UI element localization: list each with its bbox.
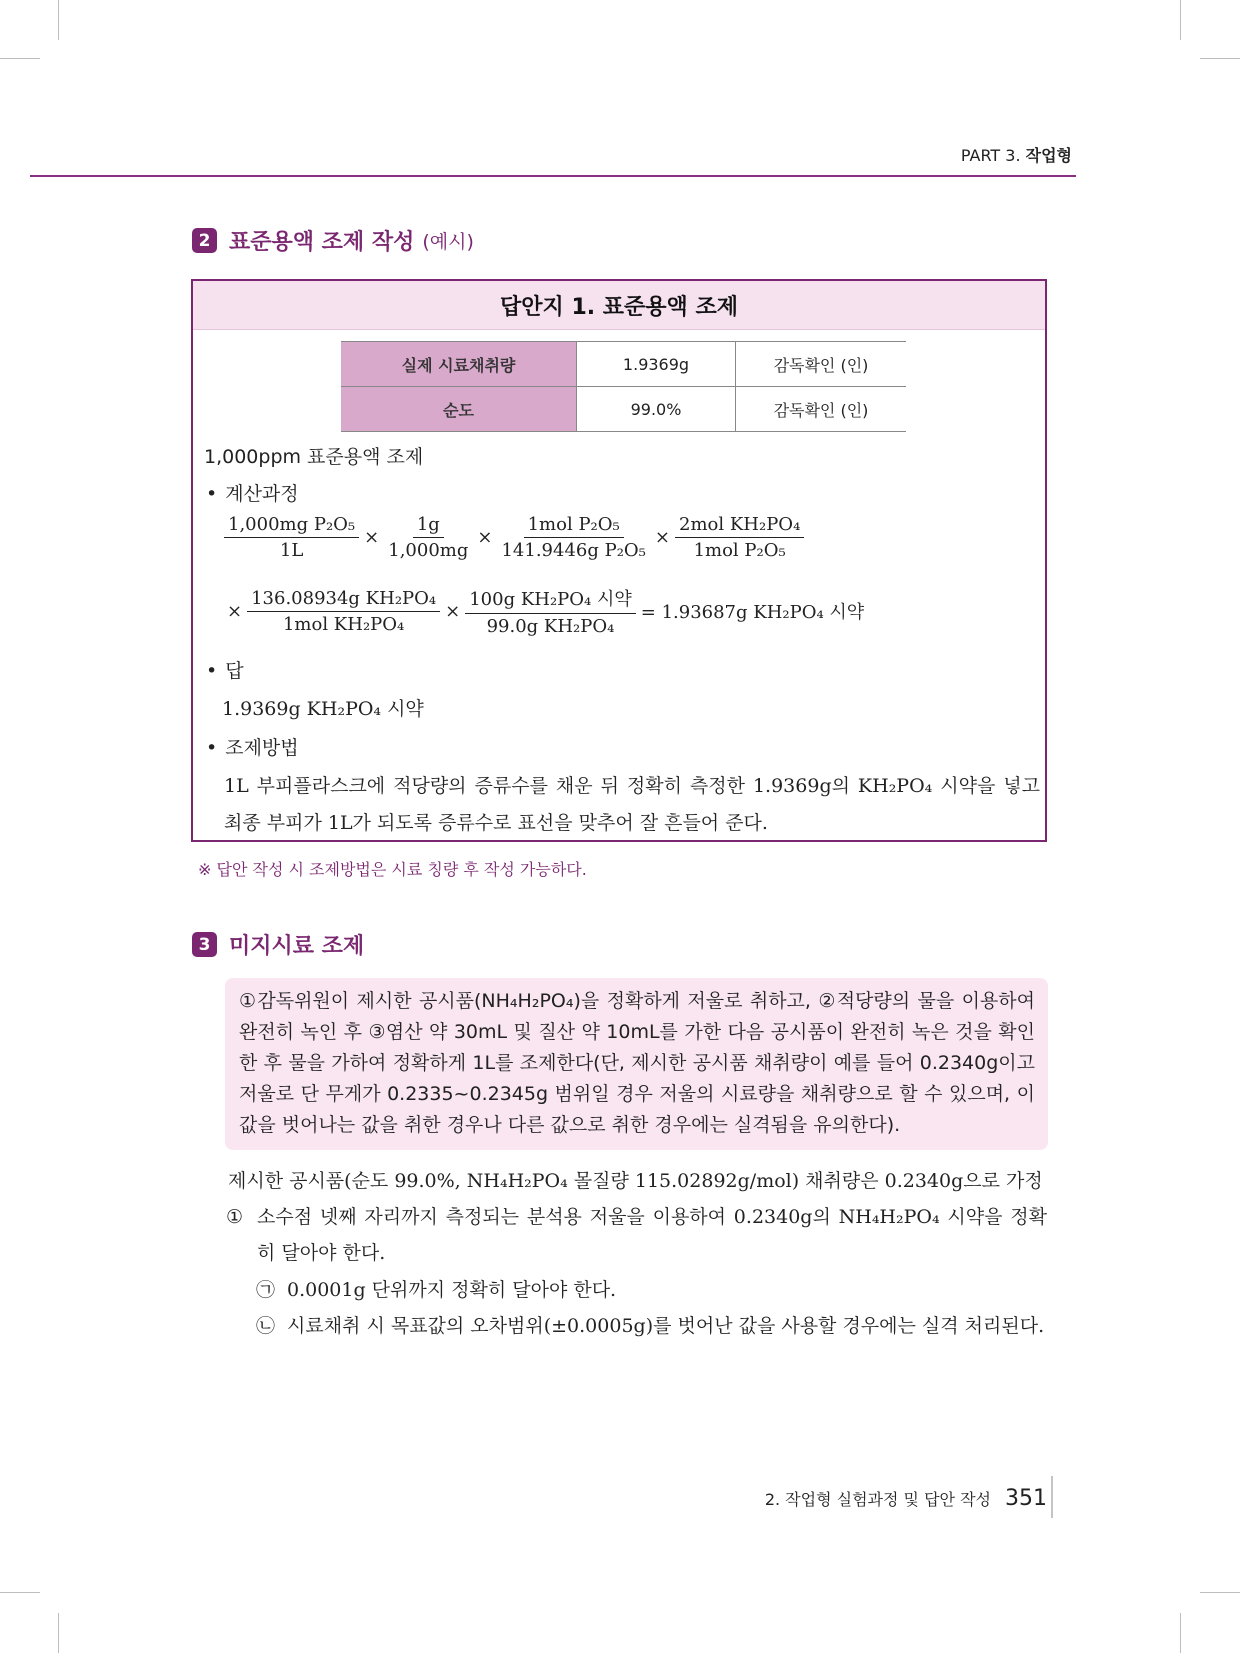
times-sign: × — [227, 600, 243, 622]
instruction-notice: ①감독위원이 제시한 공시품(NH₄H₂PO₄)을 정확하게 저울로 취하고, ②적당량의 물을 이용하여 완전히 녹인 후 ③염산 약 30mL 및 질산 약 10mL를 가한 다음 공시품이 완전히 녹은 것을 확인한 후 물을 가하여 정확하게 1L를 조제한다(단, 제시한 공시품 채취량이 예를 들어 0.2340g이고 저울로 단 무게가 0.2335~0.2345g 범위일 경우 저울의 시료량을 채취량으로 할 수 있으며, 이 값을 벗어나는 값을 취한 경우나 다른 값으로 취한 경우에는 실격됨을 유의한다). — [225, 978, 1048, 1150]
section-number-badge: 2 — [192, 228, 217, 253]
times-sign: × — [477, 527, 493, 548]
fraction: $\frac{\text{1,000mg P₂O₅}}{1L}$ — [224, 514, 359, 561]
method-text: 1L 부피플라스크에 적당량의 증류수를 채운 뒤 정확히 측정한 1.9369g의 KH₂PO₄ 시약을 넣고 최종 부피가 1L가 되도록 증류수로 표선을 맞추어 잘 흔들어 준다. — [224, 775, 1040, 834]
section-title: 미지시료 조제 — [229, 934, 365, 959]
table-row — [341, 342, 906, 387]
fraction: $\frac{\text{100g KH₂PO₄ 시약}}{\text{99.0g KH₂PO₄}}$ — [465, 585, 636, 637]
times-sign: × — [654, 527, 670, 548]
crop-mark — [1180, 1613, 1181, 1653]
page-number: 351 — [1005, 1486, 1047, 1511]
calc-line-2 — [224, 585, 867, 637]
running-header — [961, 143, 1072, 166]
sample-table — [341, 341, 906, 432]
part-prefix: PART 3. — [960, 146, 1021, 165]
sub-item-text: 0.0001g 단위까지 정확히 달아야 한다. — [287, 1279, 617, 1301]
times-sign: × — [445, 600, 461, 622]
section-2-heading — [192, 225, 474, 256]
crop-mark — [1200, 1592, 1240, 1593]
table-check: 감독확인 (인) — [736, 387, 907, 432]
fraction: $\frac{\text{136.08934g KH₂PO₄}}{\text{1mol KH₂PO₄}}$ — [247, 588, 440, 635]
calc-label: • 계산과정 — [206, 479, 299, 506]
item-marker: ① — [226, 1206, 244, 1228]
crop-mark — [0, 58, 40, 59]
answer-sheet-title: 답안지 1. 표준용액 조제 — [193, 281, 1045, 330]
footer-chapter: 2. 작업형 실험과정 및 답안 작성 — [764, 1490, 991, 1509]
sub-item-marker: ㉠ — [256, 1279, 276, 1301]
answer-label: • 답 — [206, 656, 244, 683]
crop-mark — [0, 1592, 40, 1593]
intro-paragraph: 제시한 공시품(순도 99.0%, NH₄H₂PO₄ 몰질량 115.02892g/mol) 채취량은 0.2340g으로 가정 — [228, 1170, 1043, 1192]
table-check: 감독확인 (인) — [736, 342, 907, 387]
crop-mark — [1200, 58, 1240, 59]
prep-title: 1,000ppm 표준용액 조제 — [204, 446, 424, 468]
table-row — [341, 387, 906, 432]
sub-item-marker: ㉡ — [256, 1315, 276, 1337]
sub-item-text: 시료채취 시 목표값의 오차범위(±0.0005g)를 벗어난 값을 사용할 경우에는 실격 처리된다. — [287, 1315, 1045, 1337]
header-rule — [30, 175, 1076, 177]
fraction: $\frac{1g}{1,000mg}$ — [388, 514, 469, 561]
crop-mark — [1180, 0, 1181, 40]
calc-result: = 1.93687g KH₂PO₄ 시약 — [640, 602, 865, 623]
fraction: $\frac{\text{1mol P₂O₅}}{\text{141.9446g P₂O₅}}$ — [501, 514, 646, 561]
section-title: 표준용액 조제 작성 — [229, 230, 415, 255]
section-note: (예시) — [422, 231, 474, 253]
part-title: 작업형 — [1025, 146, 1072, 165]
table-label: 순도 — [341, 387, 577, 432]
footnote: ※ 답안 작성 시 조제방법은 시료 칭량 후 작성 가능하다. — [198, 860, 587, 879]
method-label: • 조제방법 — [206, 733, 299, 760]
table-value: 99.0% — [577, 387, 736, 432]
calc-line-1 — [222, 514, 806, 561]
page-footer — [765, 1486, 1047, 1511]
fraction: $\frac{\text{2mol KH₂PO₄}}{\text{1mol P₂O₅}}$ — [675, 514, 804, 561]
footer-divider — [1051, 1476, 1053, 1518]
crop-mark — [58, 1613, 59, 1653]
item-text: 소수점 넷째 자리까지 측정되는 분석용 저울을 이용하여 0.2340g의 NH₄H₂PO₄ 시약을 정확히 달아야 한다. — [257, 1206, 1047, 1264]
crop-mark — [58, 0, 59, 40]
section-number-badge: 3 — [192, 932, 217, 957]
table-label: 실제 시료채취량 — [341, 342, 577, 387]
table-value: 1.9369g — [577, 342, 736, 387]
section-3-heading — [192, 929, 364, 960]
times-sign: × — [364, 527, 380, 548]
answer-value: 1.9369g KH₂PO₄ 시약 — [222, 698, 424, 720]
